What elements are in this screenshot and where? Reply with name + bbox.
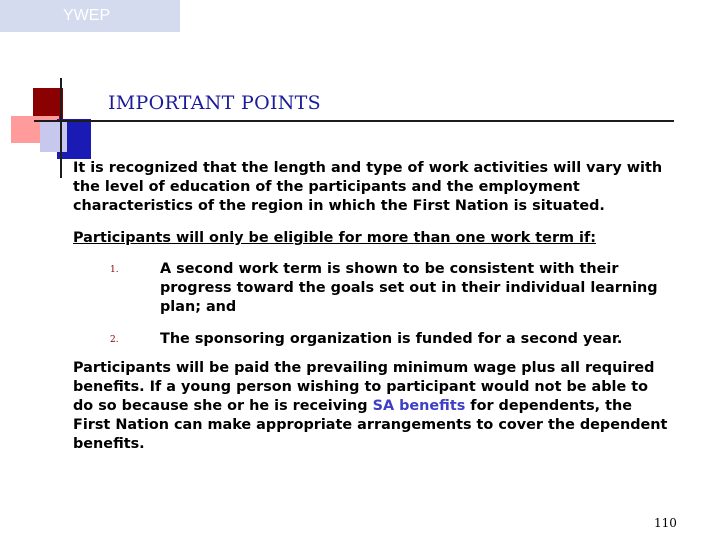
decor-vertical-line [60,78,62,178]
page-number: 110 [654,516,677,530]
paragraph-line: benefits. If a young person wishing to participant would not be able to [73,379,649,395]
paragraph-intro [73,159,720,216]
list-item-text [160,330,622,349]
list-marker: 2. [110,335,119,345]
list-item-text [160,260,658,317]
list-line: A second work term is shown to be consistent with their [160,261,619,277]
list-marker: 1. [110,265,119,275]
paragraph-line: for dependents, the [465,398,633,414]
list-line: progress toward the goals set out in their individual learning [160,280,658,296]
paragraph-line: Participants will be paid the prevailing minimum wage plus all required [73,360,655,376]
paragraph-line: It is recognized that the length and type of work activities will vary with [73,160,663,176]
sa-benefits-highlight: SA benefits [372,398,466,414]
list-line: plan; and [160,299,237,315]
paragraph-line: characteristics of the region in which the First Nation is situated. [73,198,605,214]
eligibility-statement: Participants will only be eligible for more than one work term if: [73,230,596,246]
title-divider [34,120,674,122]
paragraph-wages [73,359,720,454]
header-tab: YWEP [0,0,180,32]
paragraph-line: benefits. [73,436,145,452]
paragraph-line: the level of education of the participants and the employment [73,179,580,195]
decor-lavender-square [40,122,67,152]
paragraph-line: do so because she or he is receiving [73,398,373,414]
list-line: The sponsoring organization is funded for a second year. [160,331,623,347]
paragraph-eligibility [73,229,720,248]
slide-title: IMPORTANT POINTS [108,92,321,114]
paragraph-line: First Nation can make appropriate arrangements to cover the dependent [73,417,668,433]
